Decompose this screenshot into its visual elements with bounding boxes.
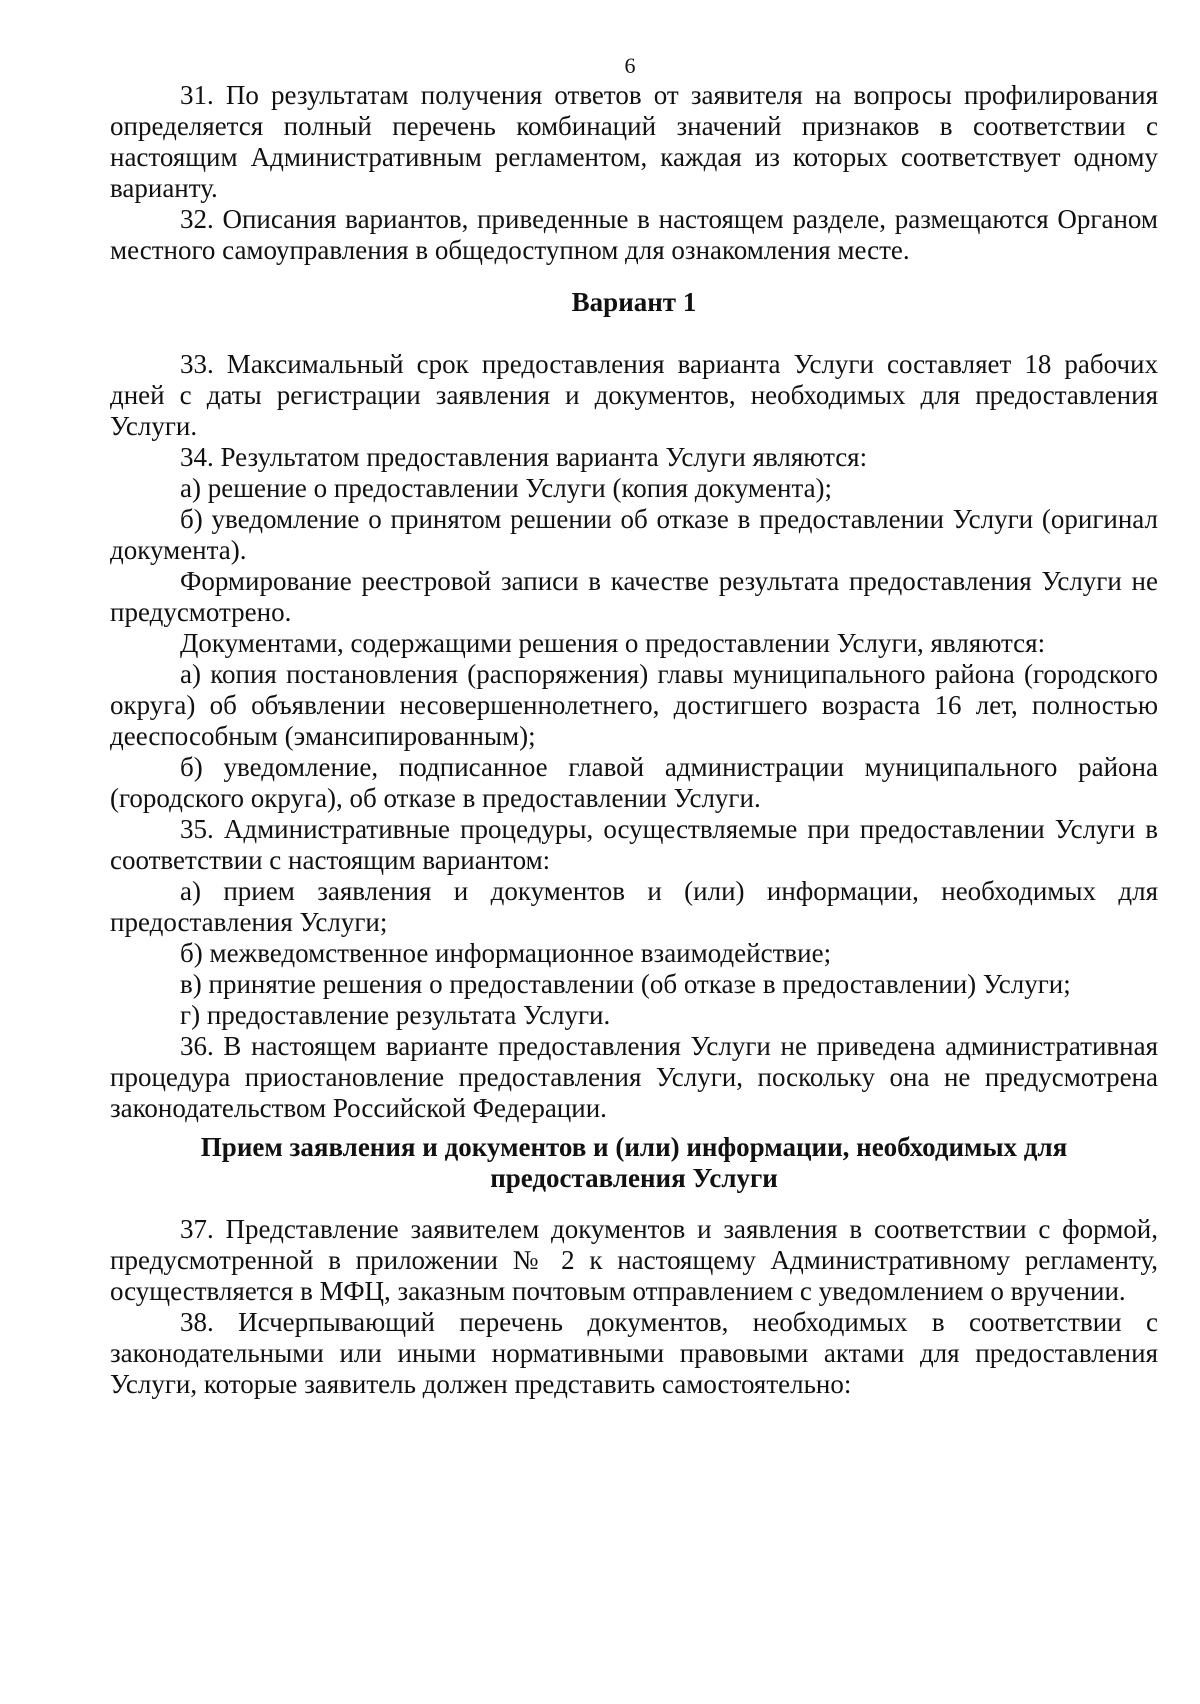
reception-heading-block <box>110 1132 1158 1194</box>
decision-document-b: б) уведомление, подписанное главой администрации муниципального района (городского округа), об отказе в предоставлении Услуги. <box>110 752 1158 813</box>
paragraph-36: 36. В настоящем варианте предоставления Услуги не приведена административная процедура приостановление предоставления Услуги, поскольку она не предусмотрена законодательством Российской Федерации. <box>110 1031 1158 1123</box>
decision-documents-intro: Документами, содержащими решения о предоставлении Услуги, являются: <box>180 628 1046 658</box>
list-item-34b: б) уведомление о принятом решении об отказе в предоставлении Услуги (оригинал документа). <box>110 504 1158 565</box>
paragraph-38: 38. Исчерпывающий перечень документов, необходимых в соответствии с законодательными или иными нормативными правовыми актами для предоставления Услуги, которые заявитель должен представить самостоятельно: <box>110 1307 1158 1399</box>
paragraph-35: 35. Административные процедуры, осуществляемые при предоставлении Услуги в соответствии с настоящим вариантом: <box>110 814 1158 875</box>
list-item-35c: в) принятие решения о предоставлении (об отказе в предоставлении) Услуги; <box>180 969 1071 999</box>
page-number: 6 <box>624 53 636 78</box>
intro-section <box>110 80 1158 266</box>
variant-section <box>110 349 1158 1124</box>
decision-document-a: а) копия постановления (распоряжения) главы муниципального района (городского округа) об объявлении несовершеннолетнего, достигшего возраста 16 лет, полностью дееспособным (эмансипированным); <box>110 659 1158 751</box>
paragraph-37: 37. Представление заявителем документов и заявления в соответствии с формой, предусмотренной в приложении № 2 к настоящему Административному регламенту, осуществляется в МФЦ, заказным почтовым отправлением с уведомлением о вручении. <box>110 1214 1158 1306</box>
reception-heading-line1: Прием заявления и документов и (или) информации, необходимых для <box>200 1132 1068 1162</box>
paragraph-33: 33. Максимальный срок предоставления варианта Услуги составляет 18 рабочих дней с даты регистрации заявления и документов, необходимых для предоставления Услуги. <box>110 349 1158 441</box>
variant-heading: Вариант 1 <box>571 287 697 317</box>
registry-note: Формирование реестровой записи в качестве результата предоставления Услуги не предусмотрено. <box>110 566 1158 627</box>
paragraph-34: 34. Результатом предоставления варианта Услуги являются: <box>180 442 868 472</box>
reception-heading-line2: предоставления Услуги <box>490 1163 778 1193</box>
reception-section <box>110 1214 1158 1400</box>
list-item-34a: а) решение о предоставлении Услуги (копия документа); <box>180 473 833 503</box>
list-item-35b: б) межведомственное информационное взаимодействие; <box>180 938 832 968</box>
list-item-35d: г) предоставление результата Услуги. <box>180 1000 611 1030</box>
list-item-35a: а) прием заявления и документов и (или) информации, необходимых для предоставления Услуги; <box>110 876 1158 937</box>
paragraph-32: 32. Описания вариантов, приведенные в настоящем разделе, размещаются Органом местного самоуправления в общедоступном для ознакомления месте. <box>110 204 1158 265</box>
paragraph-31: 31. По результатам получения ответов от заявителя на вопросы профилирования определяется полный перечень комбинаций значений признаков в соответствии с настоящим Административным регламентом, каждая из которых соответствует одному варианту. <box>110 80 1158 203</box>
variant-heading-block <box>110 287 1158 318</box>
